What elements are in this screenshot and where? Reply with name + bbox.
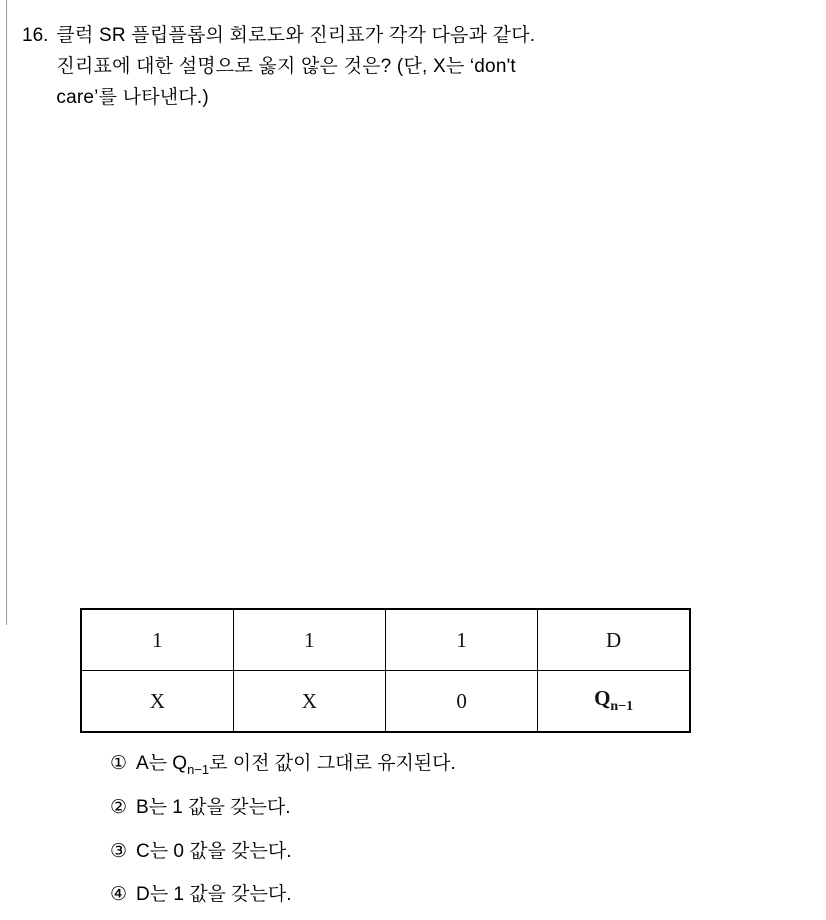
choice-1[interactable] <box>110 745 770 789</box>
table-cell-r2c4-base: Q <box>594 686 611 711</box>
table-cell-r2c1: X <box>81 671 233 733</box>
choice-4-marker: ④ <box>110 884 128 906</box>
choice-3[interactable] <box>110 833 770 877</box>
choice-3-marker: ③ <box>110 840 128 862</box>
choice-2-marker: ② <box>110 796 128 818</box>
choice-1-subscript: n−1 <box>187 761 210 777</box>
table-cell-r2c2: X <box>233 671 385 733</box>
choice-1-text-after: 로 이전 값이 그대로 유지된다. <box>209 753 456 774</box>
question-block <box>22 20 802 113</box>
question-line-1: 클럭 SR 플립플롭의 회로도와 진리표가 각각 다음과 같다. <box>56 25 536 46</box>
question-line-2: 진리표에 대한 설명으로 옳지 않은 것은? (단, X는 ‘don't <box>56 56 516 77</box>
truth-table <box>80 608 691 733</box>
table-cell-r2c3: 0 <box>386 671 538 733</box>
question-text <box>56 20 535 113</box>
table-row <box>81 671 690 733</box>
choice-4-text-before: D는 1 값을 갖는다. <box>136 884 292 906</box>
question-number: 16. <box>22 25 49 46</box>
table-cell-r2c4 <box>538 671 690 733</box>
answer-choices <box>110 745 770 920</box>
choice-3-text-before: C는 0 값을 갖는다. <box>136 840 292 862</box>
choice-4[interactable] <box>110 876 770 920</box>
choice-2-text-before: B는 1 값을 갖는다. <box>136 796 291 818</box>
choice-1-marker: ① <box>110 753 128 774</box>
table-cell-r2c4-subscript: n−1 <box>610 699 634 715</box>
table-cell-r1c2: 1 <box>233 609 385 671</box>
table-row <box>81 609 690 671</box>
page-left-rule <box>6 0 7 625</box>
choice-2[interactable] <box>110 789 770 833</box>
table-cell-r1c1: 1 <box>81 609 233 671</box>
table-cell-r1c4: D <box>538 609 690 671</box>
question-row <box>22 20 802 113</box>
table-cell-r1c3: 1 <box>386 609 538 671</box>
choice-1-text-before: A는 Q <box>136 753 188 774</box>
question-line-3: care’를 나타낸다.) <box>56 87 209 108</box>
